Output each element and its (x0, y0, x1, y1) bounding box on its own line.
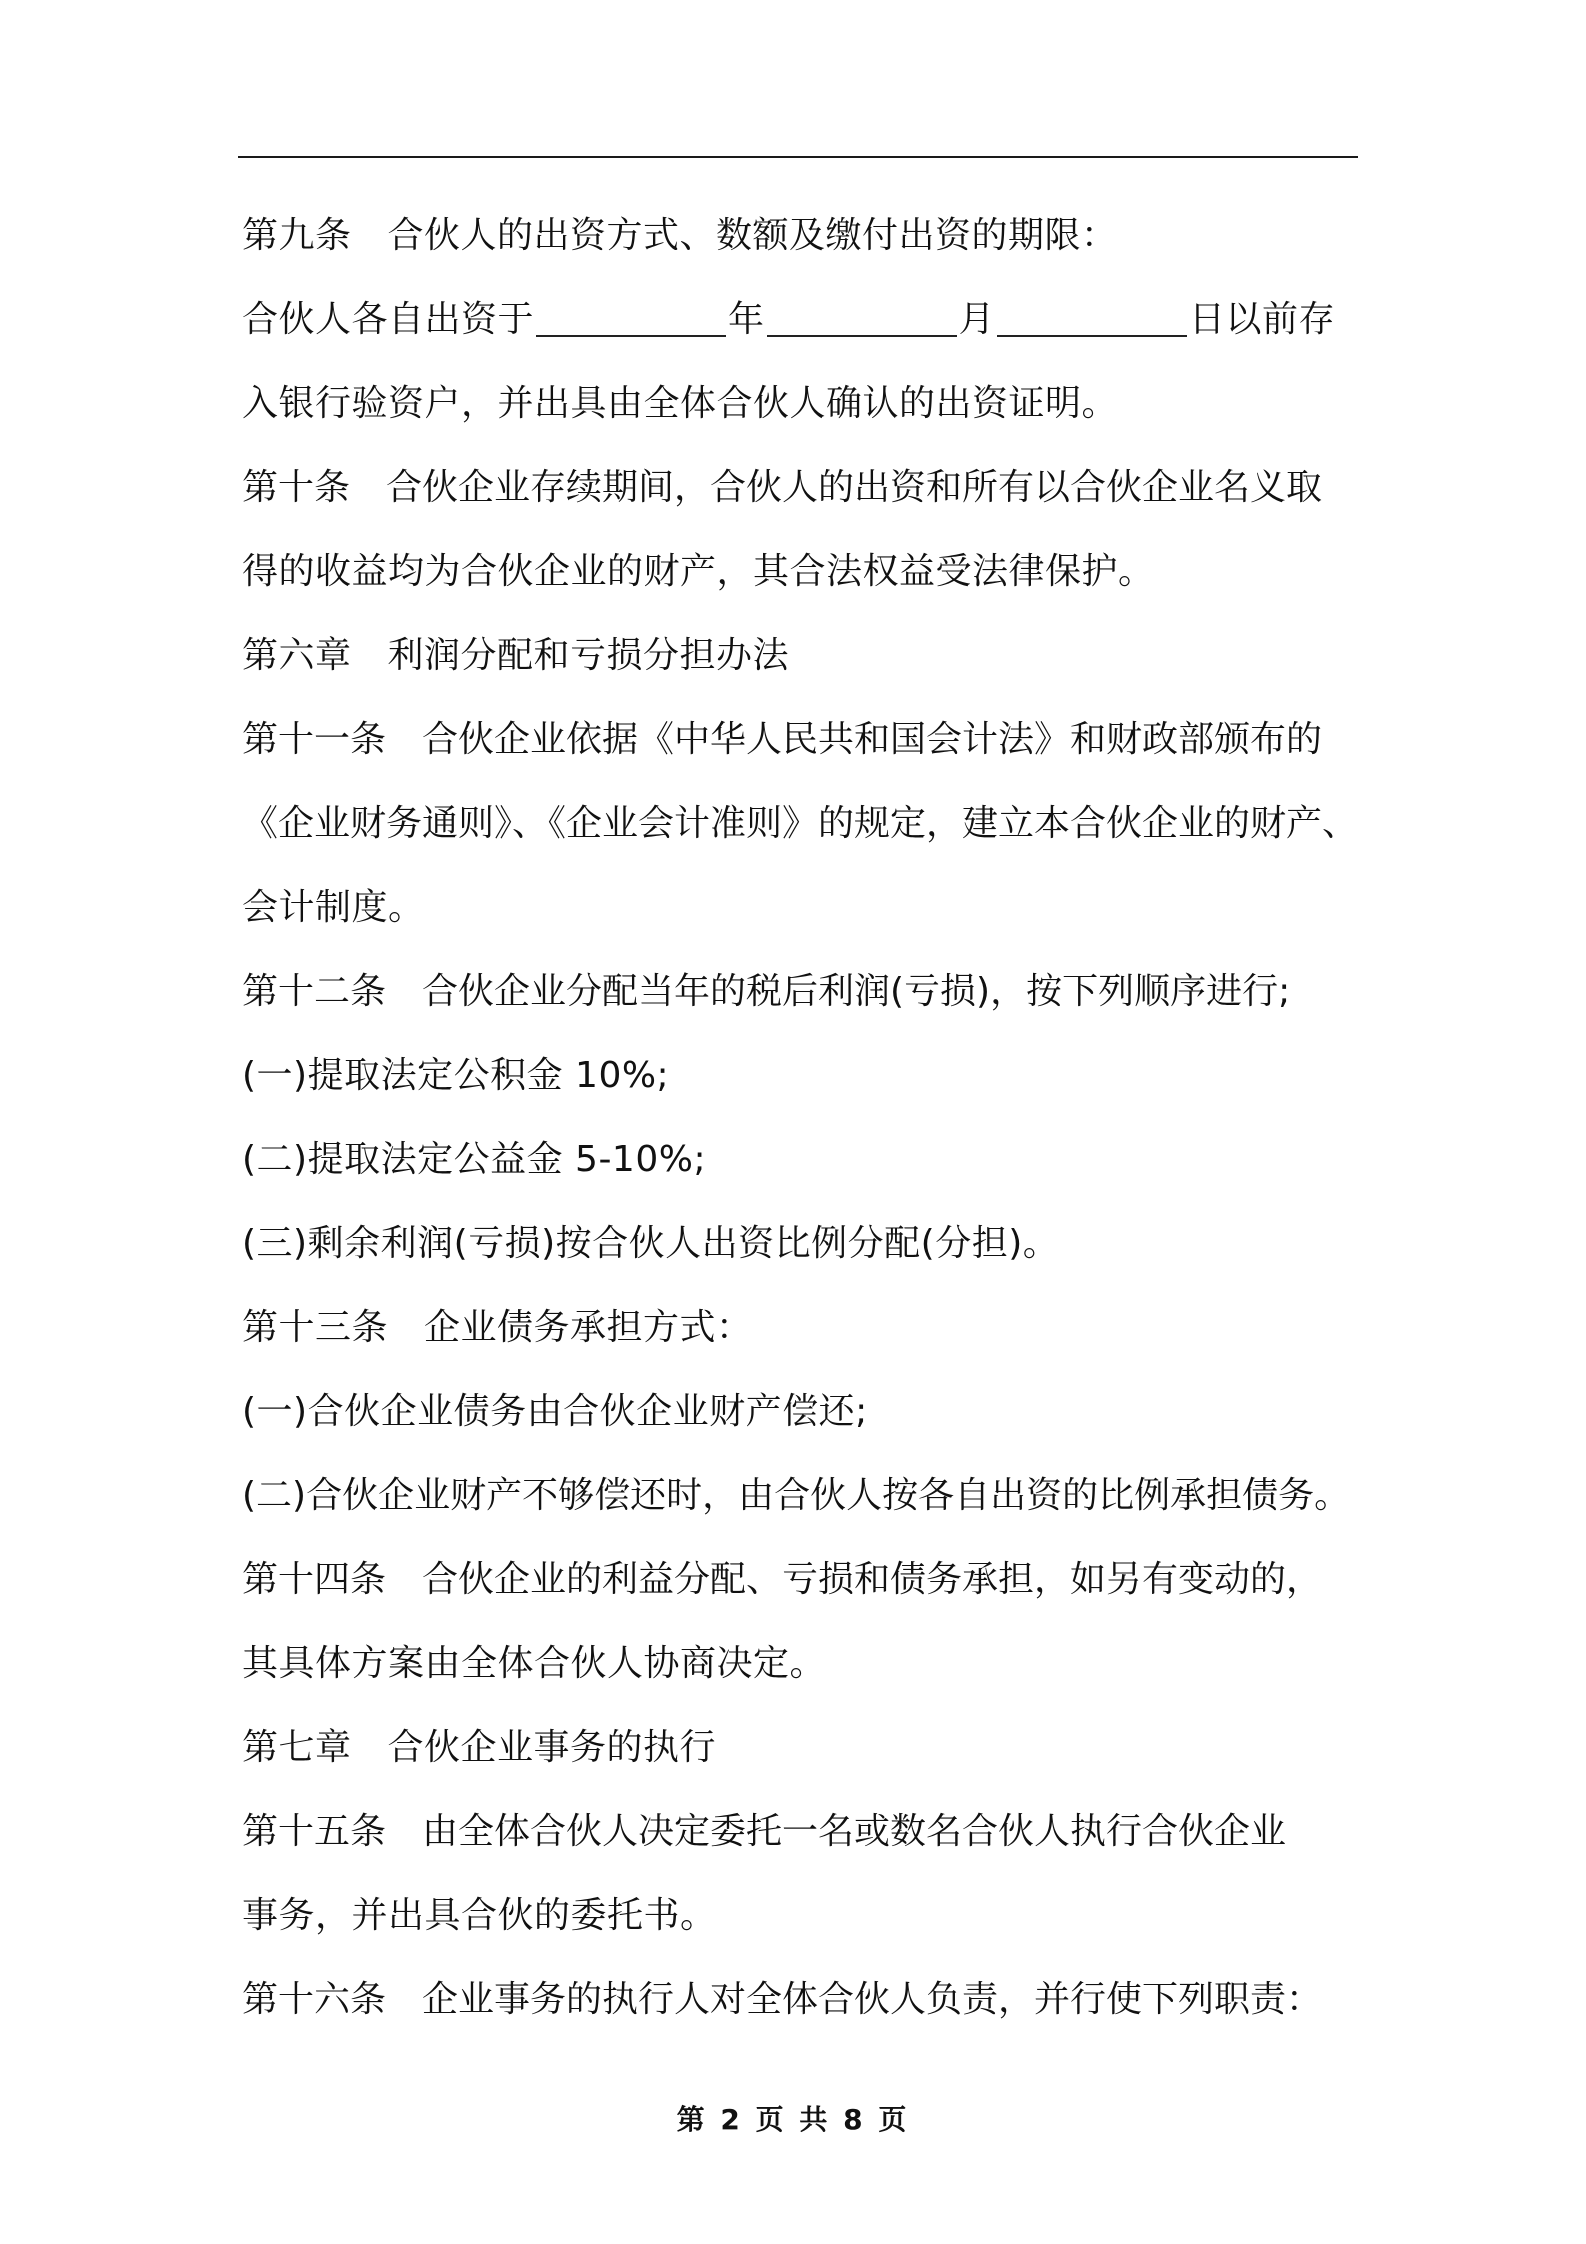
chapter-title: 合伙企业事务的执行 (387, 1727, 717, 1768)
paragraph-text: 会计制度。 (242, 887, 425, 928)
article-label: 第十六条 (242, 1979, 387, 2020)
paragraph-text: 其具体方案由全体合伙人协商决定。 (242, 1643, 827, 1684)
chapter-title: 利润分配和亏损分担办法 (387, 635, 790, 676)
list-item (242, 1370, 1382, 1454)
document-body (242, 194, 1382, 2042)
chapter-label: 第六章 (242, 635, 352, 676)
article-text: 合伙企业存续期间，合伙人的出资和所有以合伙企业名义取 (386, 467, 1323, 508)
article-label: 第十三条 (242, 1307, 389, 1348)
paragraph-line (242, 362, 1382, 446)
article-11-heading (242, 698, 1382, 782)
article-15-heading (242, 1790, 1382, 1874)
article-label: 第十条 (242, 467, 351, 508)
list-item-text: (一)合伙企业债务由合伙企业财产偿还; (242, 1391, 868, 1432)
list-item (242, 1202, 1382, 1286)
article-14-heading (242, 1538, 1382, 1622)
article-label: 第十一条 (242, 719, 387, 760)
paragraph-text: 月 (958, 299, 996, 340)
chapter-6-heading (242, 614, 1382, 698)
blank-year (536, 335, 726, 337)
article-13-heading (242, 1286, 1382, 1370)
page-number-footer: 第 2 页 共 8 页 (676, 2103, 910, 2136)
paragraph-text: 得的收益均为合伙企业的财产，其合法权益受法律保护。 (242, 551, 1155, 592)
paragraph-text: 入银行验资户，并出具由全体合伙人确认的出资证明。 (242, 383, 1119, 424)
paragraph-text: 《企业财务通则》、《企业会计准则》的规定，建立本合伙企业的财产、 (242, 803, 1359, 844)
article-label: 第十四条 (242, 1559, 387, 1600)
list-item-text: (二)合伙企业财产不够偿还时，由合伙人按各自出资的比例承担债务。 (242, 1475, 1351, 1516)
article-label: 第十二条 (242, 971, 387, 1012)
article-text: 企业事务的执行人对全体合伙人负责，并行使下列职责： (422, 1979, 1323, 2020)
paragraph-line (242, 782, 1382, 866)
list-item (242, 1034, 1382, 1118)
paragraph-text: 日以前存 (1189, 299, 1336, 340)
article-10-heading (242, 446, 1382, 530)
article-label: 第九条 (242, 215, 352, 256)
list-item-text: (三)剩余利润(亏损)按合伙人出资比例分配(分担)。 (242, 1223, 1060, 1264)
chapter-label: 第七章 (242, 1727, 352, 1768)
list-item-text: (二)提取法定公益金 5-10%; (242, 1139, 707, 1180)
chapter-7-heading (242, 1706, 1382, 1790)
list-item (242, 1118, 1382, 1202)
paragraph-line (242, 1622, 1382, 1706)
blank-month (767, 335, 957, 337)
blank-day (997, 335, 1187, 337)
paragraph-line (242, 530, 1382, 614)
header-rule (238, 156, 1358, 158)
article-16-heading (242, 1958, 1382, 2042)
article-9-heading (242, 194, 1382, 278)
article-label: 第十五条 (242, 1811, 387, 1852)
article-12-heading (242, 950, 1382, 1034)
paragraph-text: 事务，并出具合伙的委托书。 (242, 1895, 717, 1936)
article-text: 由全体合伙人决定委托一名或数名合伙人执行合伙企业 (422, 1811, 1287, 1852)
list-item-text: (一)提取法定公积金 10%; (242, 1055, 670, 1096)
article-text: 企业债务承担方式： (424, 1307, 753, 1348)
article-text: 合伙企业分配当年的税后利润(亏损)，按下列顺序进行; (422, 971, 1291, 1012)
paragraph-text: 年 (728, 299, 765, 340)
article-text: 合伙企业的利益分配、亏损和债务承担，如另有变动的， (422, 1559, 1323, 1600)
paragraph-line (242, 1874, 1382, 1958)
paragraph-text: 合伙人各自出资于 (242, 299, 535, 340)
article-text: 合伙企业依据《中华人民共和国会计法》和财政部颁布的 (422, 719, 1323, 760)
article-text: 合伙人的出资方式、数额及缴付出资的期限： (387, 215, 1118, 256)
list-item (242, 1454, 1382, 1538)
article-9-blank-line (242, 278, 1382, 362)
paragraph-line (242, 866, 1382, 950)
